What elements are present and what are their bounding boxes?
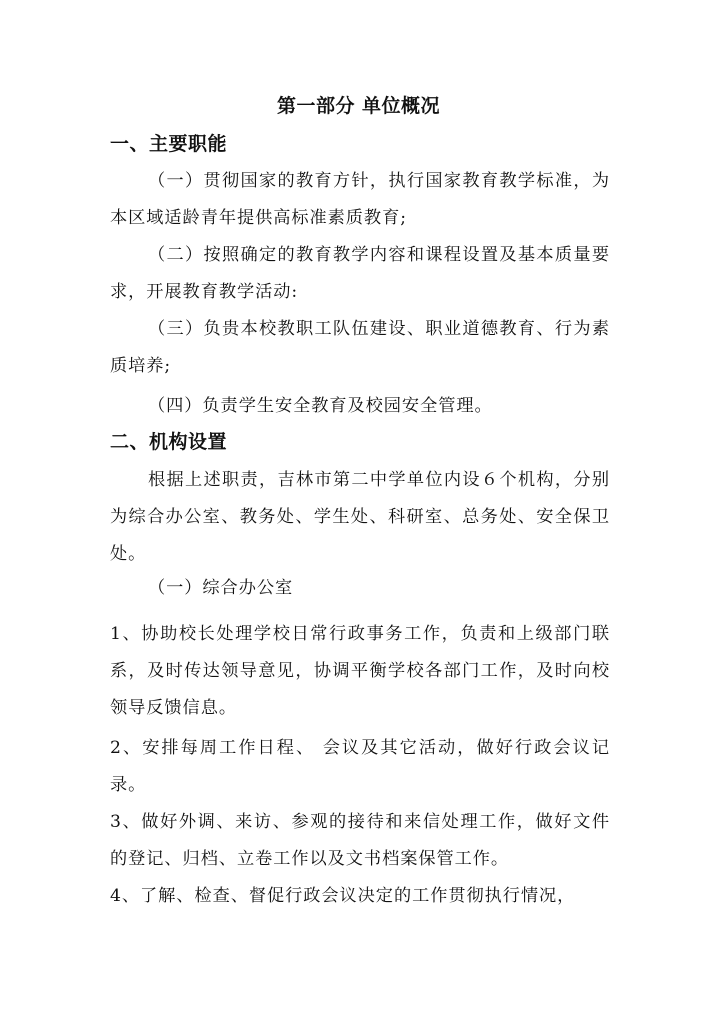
office-duty-1: 1、协助校长处理学校日常行政事务工作，负责和上级部门联系，及时传达领导意见，协调平衡学校各部门工作，及时向校领导反馈信息。 bbox=[110, 624, 610, 719]
organization-intro: 根据上述职责，吉林市第二中学单位内设６个机构，分别为综合办公室、教务处、学生处、科研室、总务处、安全保卫处。 bbox=[110, 470, 610, 565]
page-title: 第一部分 单位概况 bbox=[276, 95, 441, 117]
office-duty-2: 2、安排每周工作日程、 会议及其它活动，做好行政会议记录。 bbox=[110, 738, 610, 796]
function-item-4: （四）负责学生安全教育及校园安全管理。 bbox=[148, 396, 493, 416]
office-duty-4: 4、了解、检查、督促行政会议决定的工作贯彻执行情况， bbox=[110, 886, 576, 906]
function-item-3: （三）负贵本校教职工队伍建设、职业道德教育、行为素质培养; bbox=[110, 319, 610, 377]
section-heading-main-functions: 一、主要职能 bbox=[110, 133, 228, 155]
section-heading-organization: 二、机构设置 bbox=[110, 431, 228, 453]
function-item-2: （二）按照确定的教育教学内容和课程设置及基本质量要求，开展教育教学活动: bbox=[110, 245, 610, 303]
function-item-1: （一）贯彻国家的教育方针，执行国家教育教学标准，为本区域适龄青年提供高标准素质教育; bbox=[110, 171, 610, 229]
office-duty-3: 3、做好外调、来访、参观的接待和来信处理工作，做好文件的登记、归档、立卷工作以及文书档案保管工作。 bbox=[110, 812, 610, 870]
sub-heading-general-office: （一）综合办公室 bbox=[148, 578, 294, 598]
